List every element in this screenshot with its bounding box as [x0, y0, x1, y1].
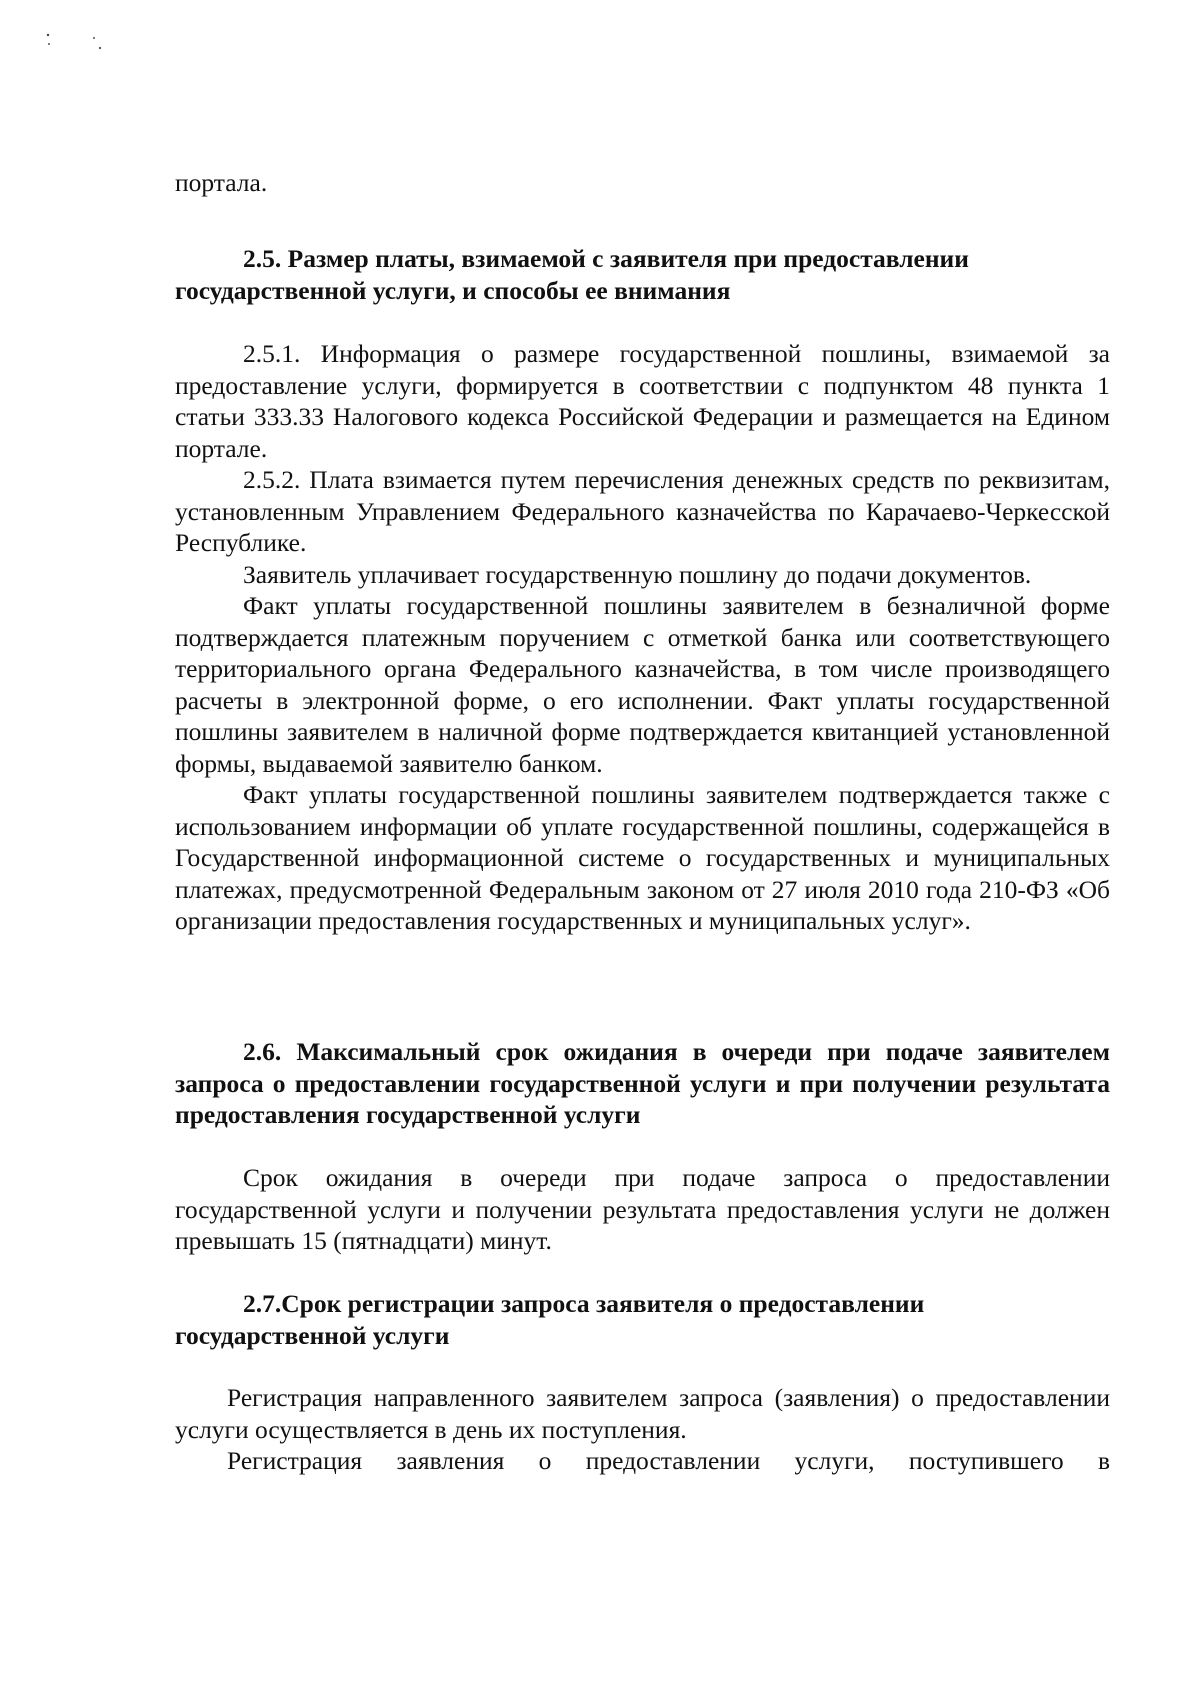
section-2-5-heading: 2.5. Размер платы, взимаемой с заявителя при предоставлении государственной услуги, и способы ее внимания: [175, 244, 969, 305]
paragraph-2-5-1: 2.5.1. Информация о размере государственной пошлины, взимаемой за предоставление услуги, формируется в соответствии с подпунктом 48 пункта 1 статьи 333.33 Налогового кодекса Российской Федерации и размещается на Едином портале.: [175, 339, 1110, 463]
paragraph-fee-payment: Заявитель уплачивает государственную пошлину до подачи документов.: [243, 559, 1032, 589]
scan-specks: [40, 30, 120, 60]
section-2-7-heading: 2.7.Срок регистрации запроса заявителя о предоставлении государственной услуги: [175, 1289, 925, 1350]
paragraph-payment-proof: Факт уплаты государственной пошлины заявителем в безналичной форме подтверждается платежным поручением с отметкой банка или соответствующего территориального органа Федерального казначейства, в том числе производящего расчеты в электронной форме, о его исполнении. Факт уплаты государственной пошлины заявителем в наличной форме подтверждается квитанцией установленной формы, выдаваемой заявителю банком.: [175, 591, 1110, 778]
top-line: портала.: [175, 168, 268, 197]
paragraph-registration-received: Регистрация заявления о предоставлении услуги, поступившего в: [227, 1446, 1110, 1475]
paragraph-2-5-2: 2.5.2. Плата взимается путем перечисления денежных средств по реквизитам, установленным Управлением Федерального казначейства по Карачаево-Черкесской Республике.: [175, 465, 1110, 557]
paragraph-registration-day: Регистрация направленного заявителем запроса (заявления) о предоставлении услуги осуществляется в день их поступления.: [175, 1383, 1110, 1444]
section-2-6-body: [175, 1162, 1110, 1257]
section-2-5-body: [175, 338, 1110, 937]
paragraph-queue-time: Срок ожидания в очереди при подаче запроса о предоставлении государственной услуги и получении результата предоставления услуги не должен превышать 15 (пятнадцати) минут.: [175, 1163, 1110, 1255]
paragraph-payment-gis: Факт уплаты государственной пошлины заявителем подтверждается также с использованием информации об уплате государственной пошлины, содержащейся в Государственной информационной системе о государственных и муниципальных платежах, предусмотренной Федеральным законом от 27 июля 2010 года 210-ФЗ «Об организации предоставления государственных и муниципальных услуг».: [175, 780, 1110, 935]
section-2-6-heading: 2.6. Максимальный срок ожидания в очереди при подаче заявителем запроса о предоставлении государственной услуги и при получении результата предоставления государственной услуги: [175, 1037, 1110, 1129]
section-2-7-body: [175, 1382, 1110, 1477]
